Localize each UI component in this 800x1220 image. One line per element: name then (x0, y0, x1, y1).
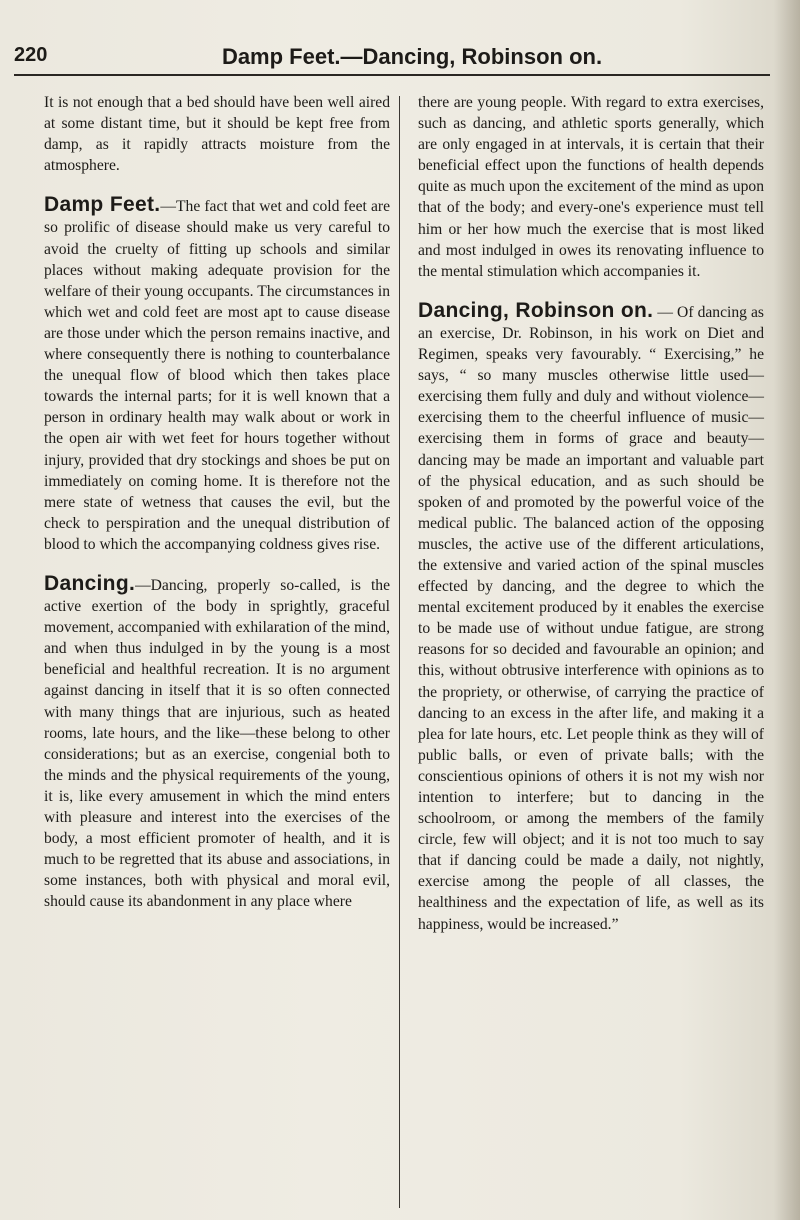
dancing-body: —Dancing, properly so-called, is the active exertion of the body in sprightly, graceful movement, accompanied with exhilaration of the mind, and when thus indulged in by the young is a most beneficial and healthful recreation. It is no argument against dancing in itself that it is so often connected with many things that are injurious, such as heated rooms, late hours, and the like—these belong to other considerations; but as an exercise, congenial both to the minds and the physical requirements of the young, it is, like every amusement in which the mind enters with pleasure and interest into the exercises of the body, a most efficient promoter of health, and it is much to be regretted that its abuse and associations, in some instances, both with physical and moral evil, should cause its abandonment in any place where (44, 576, 390, 911)
page-edge-shadow (774, 0, 800, 1220)
damp-feet-body: —The fact that wet and cold feet are so prolific of disease should make us very careful to avoid the cruelty of fitting up schools and similar places without making adequate provision for the welfare of their young occupants. The circumstances in which wet and cold feet are most apt to cause disease are those under which the person remains inactive, and where consequently there is nothing to counterbalance the unequal flow of blood which then takes place towards the internal parts; for it is well known that a person in ordinary health may walk about or work in the open air with wet feet for hours together without injury, provided that dry stockings and shoes be put on immediately on coming home. It is therefore not the mere state of wetness that causes the evil, but the check to perspiration and the unequal distribution of blood to which the accompanying coldness gives rise. (44, 198, 390, 553)
robinson-body: — Of dancing as an exercise, Dr. Robinson, in his work on Diet and Regimen, speaks very favourably. “ Exercising,” he says, “ so many muscles otherwise little used—exercising them fully and duly and without violence—exercising them to the cheerful influence of music—exercising them in forms of grace and beauty—dancing may be made an important and valuable part of the physical education, and as such should be spoken of and promoted by the powerful voice of the medical public. The balanced action of the opposing muscles, the active use of the different articulations, the extensive and varied action of the spinal muscles effected by dancing, and the degree to which the mental excitement produced by it enables the exercise to be made use of without undue fatigue, are strong reasons for so decided and favourable an opinion; and this, without obtrusive interference with opinions as to the propriety, or otherwise, of carrying the practice of dancing to an excess in the after life, and making it a plea for late hours, etc. Let people think as they will of public balls, or even of private balls; with the conscientious opinions of others it is not my wish nor intention to interfere; but to dancing in the schoolroom, or among the members of the family circle, few will object; and it is not too much to say that if dancing could be made a daily, not nightly, exercise among the people of all classes, the healthiness and the expectation of life, as well as its happiness, would be increased.” (418, 303, 765, 933)
intro-paragraph: It is not enough that a bed should have been well aired at some distant time, but it should be kept free from damp, as it rapidly attracts moisture from the atmosphere. (44, 94, 390, 175)
left-column (44, 92, 390, 912)
header-rule (14, 74, 770, 76)
damp-feet-heading: Damp Feet. (44, 193, 161, 217)
dancing-heading: Dancing. (44, 571, 136, 595)
robinson-heading: Dancing, Robinson on. (418, 298, 654, 322)
continuation-paragraph: there are young people. With regard to extra exercises, such as dancing, and athletic sports generally, which are only engaged in at intervals, it is certain that their beneficial effect upon the functions of health depends quite as much upon the excitement of the mind as upon that of the body; and every-one's experience must tell him or her how much the exercise that is most liked and most indulged in owes its renovating influence to the mental stimulation which accompanies it. (418, 94, 764, 280)
damp-feet-paragraph (44, 194, 390, 555)
right-column (418, 92, 764, 935)
page-header (14, 44, 770, 74)
column-divider (399, 96, 400, 1208)
dancing-paragraph (44, 573, 390, 913)
running-head: Damp Feet.—Dancing, Robinson on. (221, 44, 603, 69)
robinson-paragraph (418, 300, 764, 935)
page-number: 220 (14, 44, 48, 66)
